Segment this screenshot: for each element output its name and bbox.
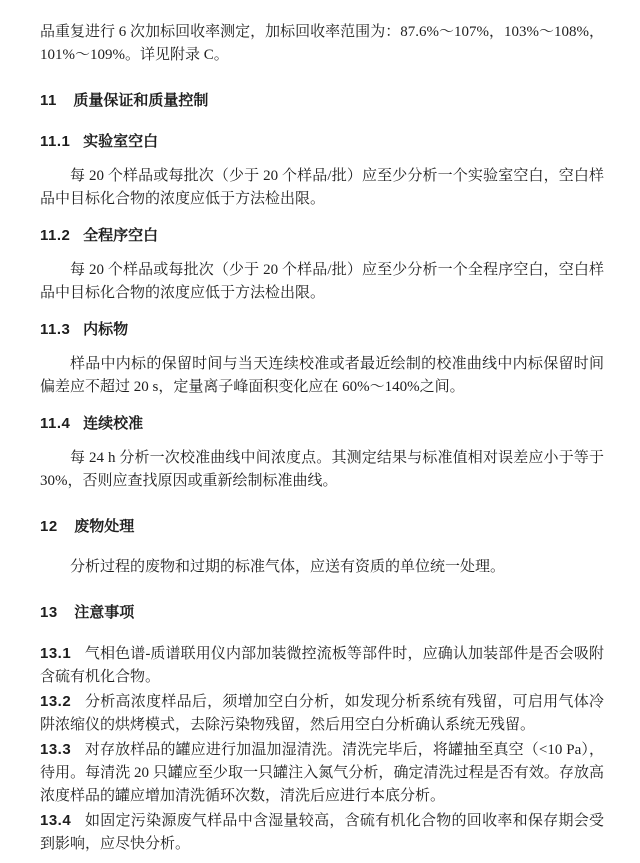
heading-title: 连续校准 <box>83 415 144 432</box>
clause-text: 分析高浓度样品后，须增加空白分析，如发现分析系统有残留，可启用气体冷阱浓缩仪的烘烤模式，去除污染物残留，然后用空白分析确认系统无残留。 <box>40 694 604 733</box>
heading-number: 11.1 <box>40 133 71 150</box>
body-paragraph: 样品中内标的保留时间与当天连续校准或者最近绘制的校准曲线中内标保留时间偏差应不超过 20 s，定量离子峰面积变化应在 60%～140%之间。 <box>40 356 604 395</box>
heading-number: 11 <box>40 92 57 109</box>
clause-number: 13.1 <box>40 645 72 662</box>
section-heading-11 <box>40 89 604 112</box>
clause-paragraph-13.1 <box>40 642 604 689</box>
clause-text: 如固定污染源废气样品中含湿量较高，含硫有机化合物的回收率和保存期会受到影响，应尽快分析。 <box>40 813 604 852</box>
clause-text: 气相色谱-质谱联用仪内部加装微控流板等部件时，应确认加装部件是否会吸附含硫有机化合物。 <box>40 646 604 685</box>
section-heading-13 <box>40 601 604 624</box>
subsection-heading-11.2 <box>40 224 604 247</box>
clause-text: 对存放样品的罐应进行加温加湿清洗。清洗完毕后，将罐抽至真空（<10 Pa），待用。每清洗 20 只罐应至少取一只罐注入氮气分析，确定清洗过程是否有效。存放高浓度样品的罐应增加清洗循环次数，清洗后应进行本底分析。 <box>40 742 604 804</box>
body-paragraph: 分析过程的废物和过期的标准气体，应送有资质的单位统一处理。 <box>70 559 506 575</box>
heading-title: 全程序空白 <box>83 227 159 244</box>
clause-paragraph-13.4 <box>40 809 604 856</box>
body-paragraph: 每 20 个样品或每批次（少于 20 个样品/批）应至少分析一个全程序空白，空白样品中目标化合物的浓度应低于方法检出限。 <box>40 262 604 301</box>
subsection-heading-11.1 <box>40 130 604 153</box>
clause-paragraph-13.2 <box>40 690 604 737</box>
heading-title: 注意事项 <box>74 604 135 621</box>
subsection-heading-11.4 <box>40 412 604 435</box>
intro-paragraph: 品重复进行 6 次加标回收率测定，加标回收率范围为：87.6%～107%，103%～108%，101%～109%。详见附录 C。 <box>40 24 604 63</box>
heading-number: 11.4 <box>40 415 71 432</box>
subsection-heading-11.3 <box>40 318 604 341</box>
heading-title: 实验室空白 <box>83 133 159 150</box>
clause-number: 13.2 <box>40 693 72 710</box>
clause-number: 13.3 <box>40 741 72 758</box>
body-paragraph: 每 24 h 分析一次校准曲线中间浓度点。其测定结果与标准值相对误差应小于等于 30%，否则应查找原因或重新绘制标准曲线。 <box>40 450 604 489</box>
section-heading-12 <box>40 515 604 538</box>
document-body <box>40 89 604 856</box>
heading-number: 13 <box>40 604 58 621</box>
heading-number: 12 <box>40 518 58 535</box>
heading-title: 质量保证和质量控制 <box>73 92 209 109</box>
clause-number: 13.4 <box>40 812 72 829</box>
heading-title: 内标物 <box>83 321 129 338</box>
heading-title: 废物处理 <box>74 518 135 535</box>
heading-number: 11.3 <box>40 321 71 338</box>
heading-number: 11.2 <box>40 227 71 244</box>
body-paragraph: 每 20 个样品或每批次（少于 20 个样品/批）应至少分析一个实验室空白，空白样品中目标化合物的浓度应低于方法检出限。 <box>40 168 604 207</box>
clause-paragraph-13.3 <box>40 738 604 808</box>
